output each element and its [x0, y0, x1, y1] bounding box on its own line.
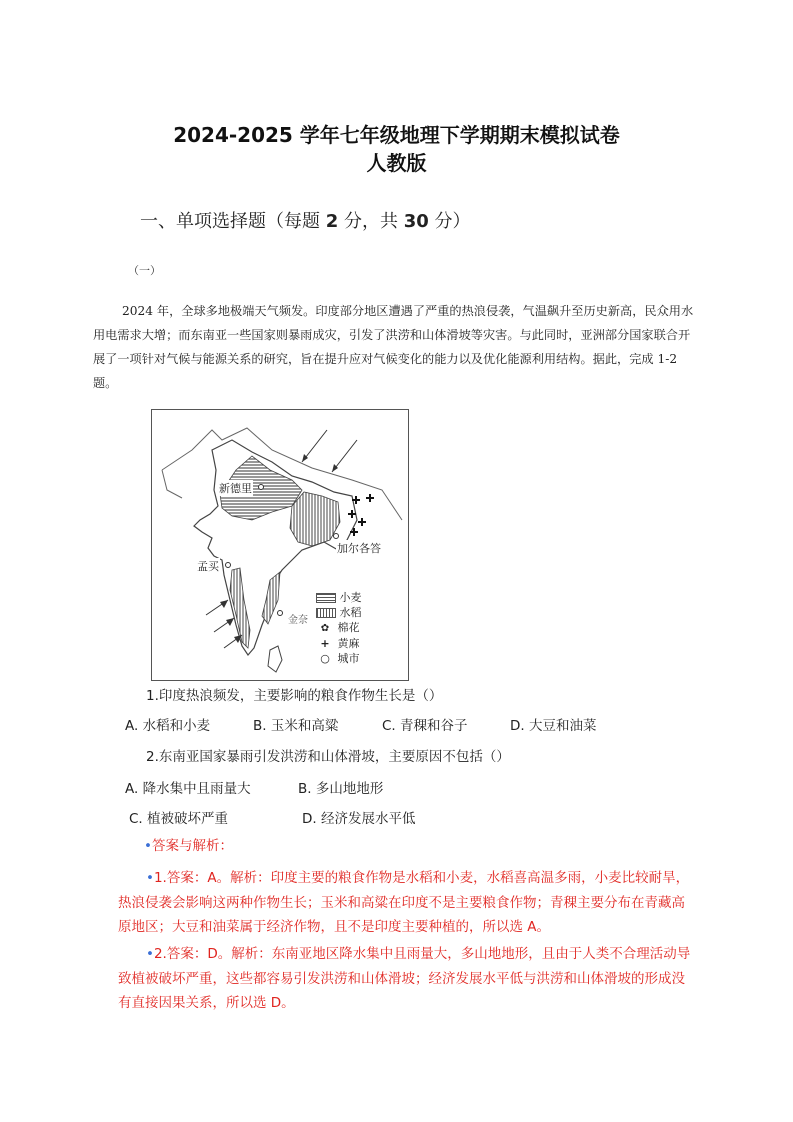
jute-icon: + [320, 637, 330, 650]
city-marker-kolkata [334, 534, 339, 539]
group-label: （一） [128, 264, 161, 277]
question-1-stem: 1.印度热浪频发，主要影响的粮食作物生长是（） [146, 688, 443, 704]
q1-option-a[interactable]: A. 水稻和小麦 [125, 718, 211, 734]
answers-heading: •答案与解析： [144, 838, 233, 854]
q1-option-d[interactable]: D. 大豆和油菜 [510, 718, 597, 734]
answer-2: •2.答案：D。解析：东南亚地区降水集中且雨量大，多山地地形，且由于人类不合理活动导致植被破坏严重，这些都容易引发洪涝和山体滑坡；经济发展水平低与洪涝和山体滑坡的形成没有直接因果关系，所以选 D。 [118, 946, 691, 1011]
q2-option-a[interactable]: A. 降水集中且雨量大 [125, 781, 251, 797]
q1-option-c[interactable]: C. 青稞和谷子 [382, 718, 468, 734]
answer-1: •1.答案：A。解析：印度主要的粮食作物是水稻和小麦，水稻喜高温多雨，小麦比较耐旱，热浪侵袭会影响这两种作物生长；玉米和高粱在印度不是主要粮食作物；青稞主要分布在青藏高原地区；大豆和油菜属于经济作物，且不是印度主要种植的，所以选 A。 [118, 870, 690, 935]
bullet-icon: • [146, 946, 154, 962]
city-label-chennai: 金奈 [288, 615, 308, 626]
q2-option-c[interactable]: C. 植被破坏严重 [129, 811, 229, 827]
legend-jute: + 黄麻 [316, 636, 384, 651]
q2-option-d[interactable]: D. 经济发展水平低 [302, 811, 416, 827]
legend-wheat: 小麦 [316, 590, 384, 605]
city-marker-chennai [278, 611, 283, 616]
legend-cotton: ✿ 棉花 [316, 620, 384, 636]
question-2-stem: 2.东南亚国家暴雨引发洪涝和山体滑坡，主要原因不包括（） [146, 749, 510, 765]
exam-title: 2024-2025 学年七年级地理下学期期末模拟试卷 [173, 123, 620, 147]
city-label-new-delhi: 新德里 [219, 482, 252, 495]
legend-rice: 水稻 [316, 605, 384, 620]
city-marker-new-delhi [259, 485, 264, 490]
map-legend [316, 590, 384, 666]
city-icon: ○ [320, 652, 330, 665]
city-marker-mumbai [226, 563, 231, 568]
bullet-icon: • [144, 838, 152, 854]
city-label-mumbai: 孟买 [197, 560, 219, 573]
section-heading: 一、单项选择题（每题 2 分，共 30 分） [140, 211, 471, 232]
exam-subtitle: 人教版 [366, 151, 427, 175]
q1-option-b[interactable]: B. 玉米和高粱 [253, 718, 339, 734]
q2-option-b[interactable]: B. 多山地地形 [298, 781, 384, 797]
city-label-kolkata: 加尔各答 [337, 542, 381, 555]
bullet-icon: • [146, 870, 154, 886]
cotton-icon: ✿ [320, 623, 330, 634]
passage-text: 2024 年，全球多地极端天气频发。印度部分地区遭遇了严重的热浪侵袭，气温飙升至历史新高，民众用水用电需求大增；而东南亚一些国家则暴雨成灾，引发了洪涝和山体滑坡等灾害。与此同时，亚洲部分国家联合开展了一项针对气候与能源关系的研究，旨在提升应对气候变化的能力以及优化能源利用结构。据此，完成 1-2 题。 [93, 304, 694, 390]
legend-city: ○ 城市 [316, 651, 384, 666]
india-crop-map [151, 409, 409, 681]
sri-lanka [268, 646, 282, 672]
